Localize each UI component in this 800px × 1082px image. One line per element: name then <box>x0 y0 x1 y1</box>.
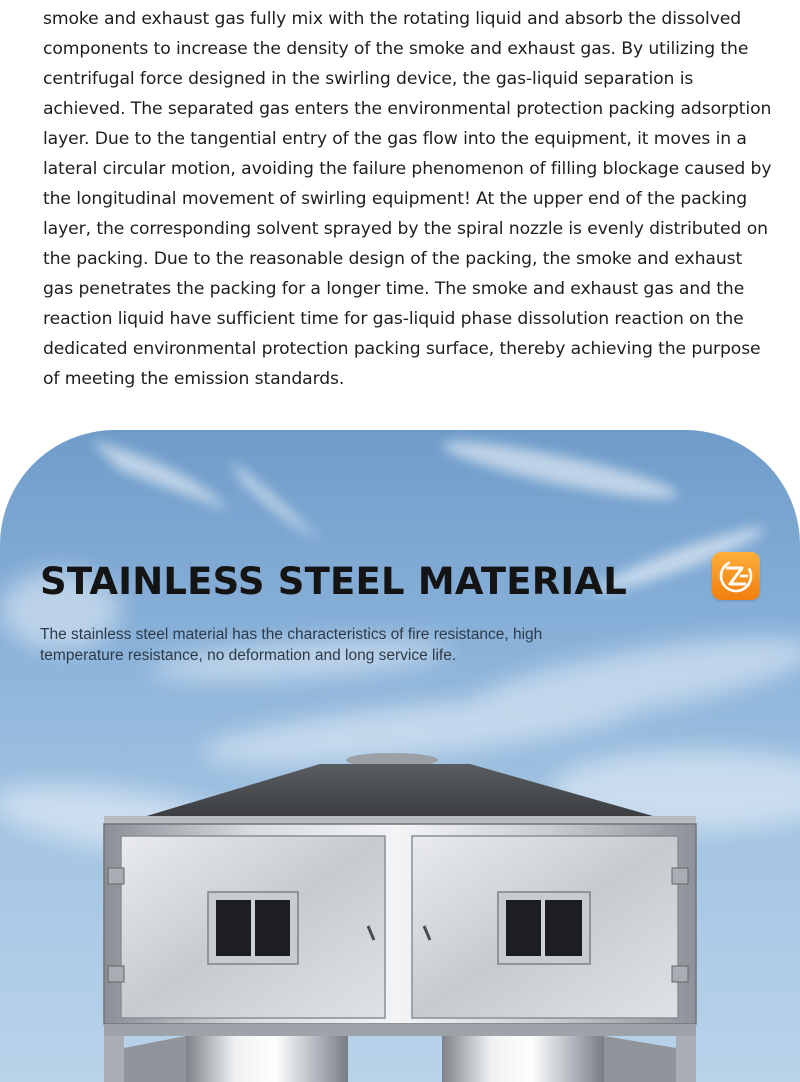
section-title: STAINLESS STEEL MATERIAL <box>40 560 628 603</box>
zk-logo-icon <box>712 552 760 600</box>
hero-section <box>0 430 800 1082</box>
section-description: The stainless steel material has the characteristics of fire resistance, high temperature resistance, no deformation and long service life. <box>40 626 543 664</box>
scrubber-machine-image <box>0 730 800 1082</box>
intro-paragraph: smoke and exhaust gas fully mix with the rotating liquid and absorb the dissolved components to increase the density of the smoke and exhaust gas. By utilizing the centrifugal force designed in the swirling device, the gas-liquid separation is achieved. The separated gas enters the environmental protection packing adsorption layer. Due to the tangential entry of the gas flow into the equipment, it moves in a lateral circular motion, avoiding the failure phenomenon of filling blockage caused by the longitudinal movement of swirling equipment! At the upper end of the packing layer, the corresponding solvent sprayed by the spiral nozzle is evenly distributed on the packing. Due to the reasonable design of the packing, the smoke and exhaust gas penetrates the packing for a longer time. The smoke and exhaust gas and the reaction liquid have sufficient time for gas-liquid phase dissolution reaction on the dedicated environmental protection packing surface, thereby achieving the purpose of meeting the emission standards. <box>43 9 772 389</box>
